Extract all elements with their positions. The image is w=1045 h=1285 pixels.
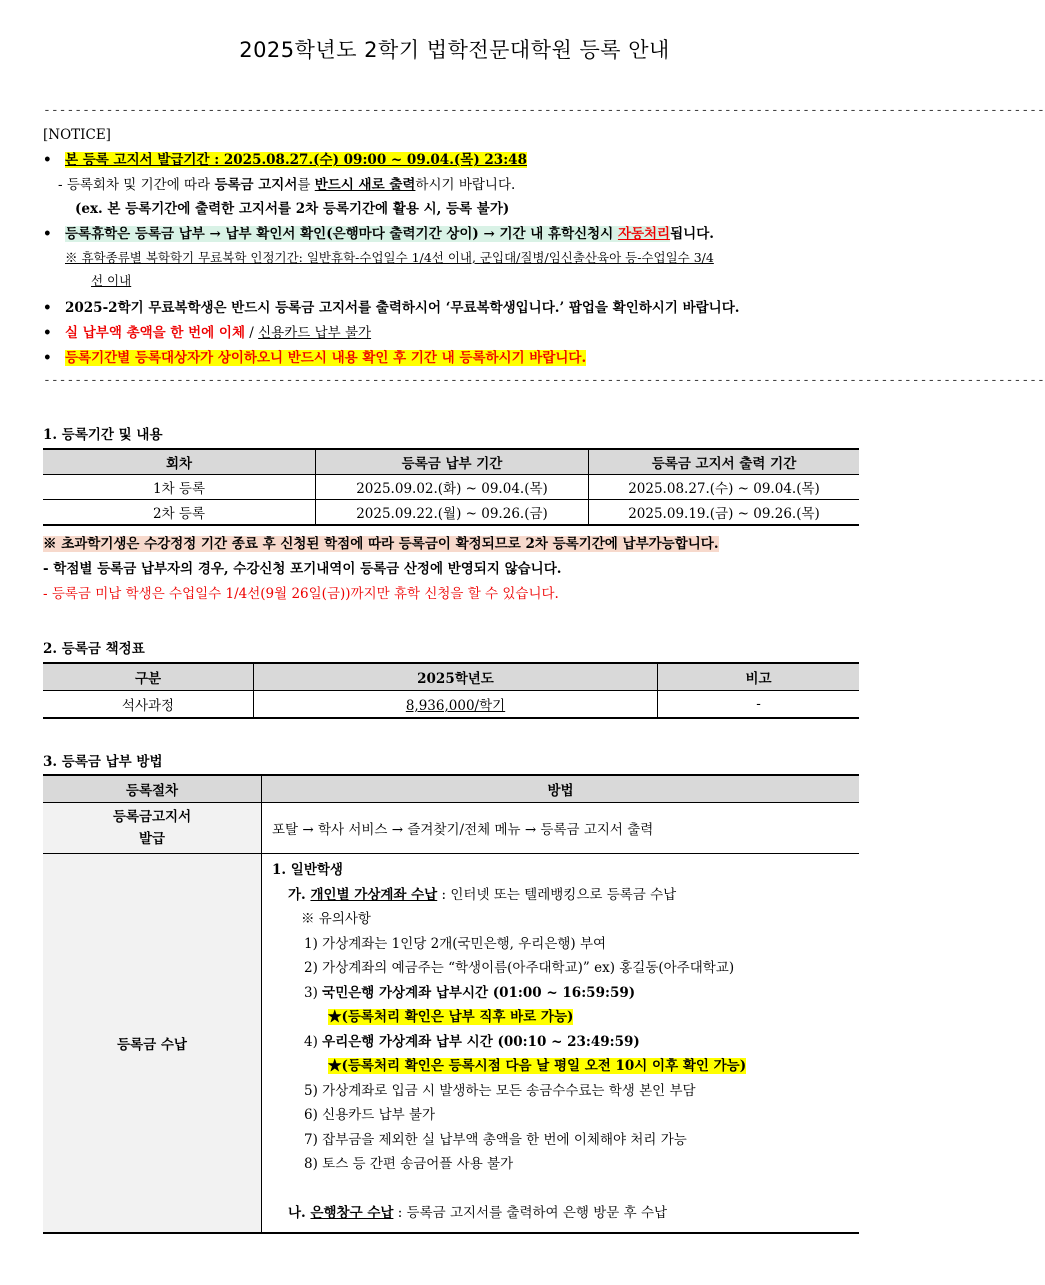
pay-item-note: ★(등록처리 확인은 등록시점 다음 날 평일 오전 10시 이후 확인 가능) <box>328 1058 747 1074</box>
pay-item: 7) 잡부금을 제외한 실 납부액 총액을 한 번에 이체해야 처리 가능 <box>304 1131 687 1148</box>
pay-item: 6) 신용카드 납부 불가 <box>304 1107 436 1123</box>
section1-note1: ※ 초과학기생은 수강정정 기간 종료 후 신청된 학점에 따라 등록금이 확정되므로 2차 등록기간에 납부가능합니다. <box>43 536 719 552</box>
page-title: 2025학년도 2학기 법학전문대학원 등록 안내 <box>239 38 670 62</box>
pay-item-note: ★(등록처리 확인은 납부 직후 바로 가능) <box>328 1009 574 1025</box>
pay-item: 3) 국민은행 가상계좌 납부시간 (01:00 ~ 16:59:59) <box>304 984 636 1001</box>
notice-item-2-sub2: 선 이내 <box>91 273 132 288</box>
section1-note3: - 등록금 미납 학생은 수업일수 1/4선(9월 26일(금))까지만 휴학 신청을 할 수 있습니다. <box>43 586 559 602</box>
payment-method-table <box>43 774 859 1234</box>
table-cell <box>254 691 658 719</box>
table-row <box>43 475 859 500</box>
bullet-icon: • <box>43 325 52 341</box>
section1-heading: 1. 등록기간 및 내용 <box>43 427 163 443</box>
divider-top: -------------------------------------------------------------------------------------------------------------------------------- <box>43 103 1045 118</box>
table-cell: 2025.08.27.(수) ~ 09.04.(목) <box>589 475 860 500</box>
bullet-icon: • <box>43 152 52 168</box>
table-header-row <box>43 449 859 475</box>
pay-item: 5) 가상계좌로 입금 시 발생하는 모든 송금수수료는 학생 본인 부담 <box>304 1082 696 1099</box>
header-cell: 등록절차 <box>43 775 262 803</box>
pay-item: 1) 가상계좌는 1인당 2개(국민은행, 우리은행) 부여 <box>304 935 607 952</box>
table-cell: 석사과정 <box>43 691 254 719</box>
header-cell: 구분 <box>43 663 254 691</box>
header-cell: 등록금 납부 기간 <box>316 449 589 475</box>
table-cell: - <box>658 691 860 719</box>
header-cell: 회차 <box>43 449 316 475</box>
table-header-row <box>43 663 859 691</box>
tuition-table <box>43 662 859 719</box>
section3-heading: 3. 등록금 납부 방법 <box>43 754 163 770</box>
pay-item: 2) 가상계좌의 예금주는 “학생이름(아주대학교)” ex) 홍길동(아주대학교) <box>304 960 735 976</box>
notice-item-5: • 등록기간별 등록대상자가 상이하오니 반드시 내용 확인 후 기간 내 등록하시기 바랍니다. <box>43 350 587 366</box>
table-row <box>43 691 859 719</box>
header-cell: 방법 <box>262 775 860 803</box>
table-row <box>43 854 859 1234</box>
table-cell: 등록금 수납 <box>43 854 262 1234</box>
pay-ga: 가. 개인별 가상계좌 수납 : 인터넷 또는 텔레뱅킹으로 등록금 수납 <box>288 886 677 903</box>
table-cell: 포탈 → 학사 서비스 → 즐겨찾기/전체 메뉴 → 등록금 고지서 출력 <box>262 803 860 854</box>
notice-item-4: • 실 납부액 총액을 한 번에 이체 / 신용카드 납부 불가 <box>43 325 372 341</box>
notice-label: [NOTICE] <box>43 127 111 143</box>
table-header-row <box>43 775 859 803</box>
tuition-amount: 8,936,000/학기 <box>405 698 506 714</box>
section2-heading: 2. 등록금 책정표 <box>43 641 145 657</box>
bullet-icon: • <box>43 300 52 316</box>
divider-bottom: -------------------------------------------------------------------------------------------------------------------------------- <box>43 373 1045 388</box>
notice-item-1-sub2: (ex. 본 등록기간에 출력한 고지서를 2차 등록기간에 활용 시, 등록 불가) <box>75 201 510 217</box>
table-cell: 2025.09.02.(화) ~ 09.04.(목) <box>316 475 589 500</box>
table-cell: 2025.09.19.(금) ~ 09.26.(목) <box>589 500 860 526</box>
table-row <box>43 500 859 526</box>
bullet-icon: • <box>43 350 52 366</box>
table-cell <box>262 854 860 1234</box>
header-cell: 비고 <box>658 663 860 691</box>
pay-na: 나. 은행창구 수납 : 등록금 고지서를 출력하여 은행 방문 후 수납 <box>288 1204 668 1221</box>
table-cell: 2025.09.22.(월) ~ 09.26.(금) <box>316 500 589 526</box>
table-row <box>43 803 859 854</box>
notice-item-3: • 2025-2학기 무료복학생은 반드시 등록금 고지서를 출력하시어 ‘무료복학생입니다.’ 팝업을 확인하시기 바랍니다. <box>43 300 740 316</box>
pay-general: 1. 일반학생 <box>272 862 343 878</box>
notice-item-1: • 본 등록 고지서 발급기간 : 2025.08.27.(수) 09:00 ~ 09.04.(목) 23:48 <box>43 152 527 168</box>
table-cell: 등록금고지서 발급 <box>43 803 262 854</box>
notice-item-2: • 등록휴학은 등록금 납부 → 납부 확인서 확인(은행마다 출력기간 상이) → 기간 내 휴학신청시 자동처리됩니다. <box>43 226 714 242</box>
pay-caution: ※ 유의사항 <box>301 911 371 927</box>
notice-item-2-sub1: ※ 휴학종류별 복학학기 무료복학 인정기간: 일반휴학-수업일수 1/4선 이내, 군입대/질병/임신출산육아 등-수업일수 3/4 <box>65 250 714 265</box>
bullet-icon: • <box>43 226 52 242</box>
pay-item: 4) 우리은행 가상계좌 납부 시간 (00:10 ~ 23:49:59) <box>304 1033 640 1050</box>
section1-note2: - 학점별 등록금 납부자의 경우, 수강신청 포기내역이 등록금 산정에 반영되지 않습니다. <box>43 561 562 577</box>
notice-item-1-sub1: - 등록회차 및 기간에 따라 등록금 고지서를 반드시 새로 출력하시기 바랍니다. <box>58 177 516 193</box>
pay-item: 8) 토스 등 간편 송금어플 사용 불가 <box>304 1156 514 1172</box>
table-cell: 1차 등록 <box>43 475 316 500</box>
registration-period-table <box>43 448 859 526</box>
table-cell: 2차 등록 <box>43 500 316 526</box>
header-cell: 2025학년도 <box>254 663 658 691</box>
header-cell: 등록금 고지서 출력 기간 <box>589 449 860 475</box>
